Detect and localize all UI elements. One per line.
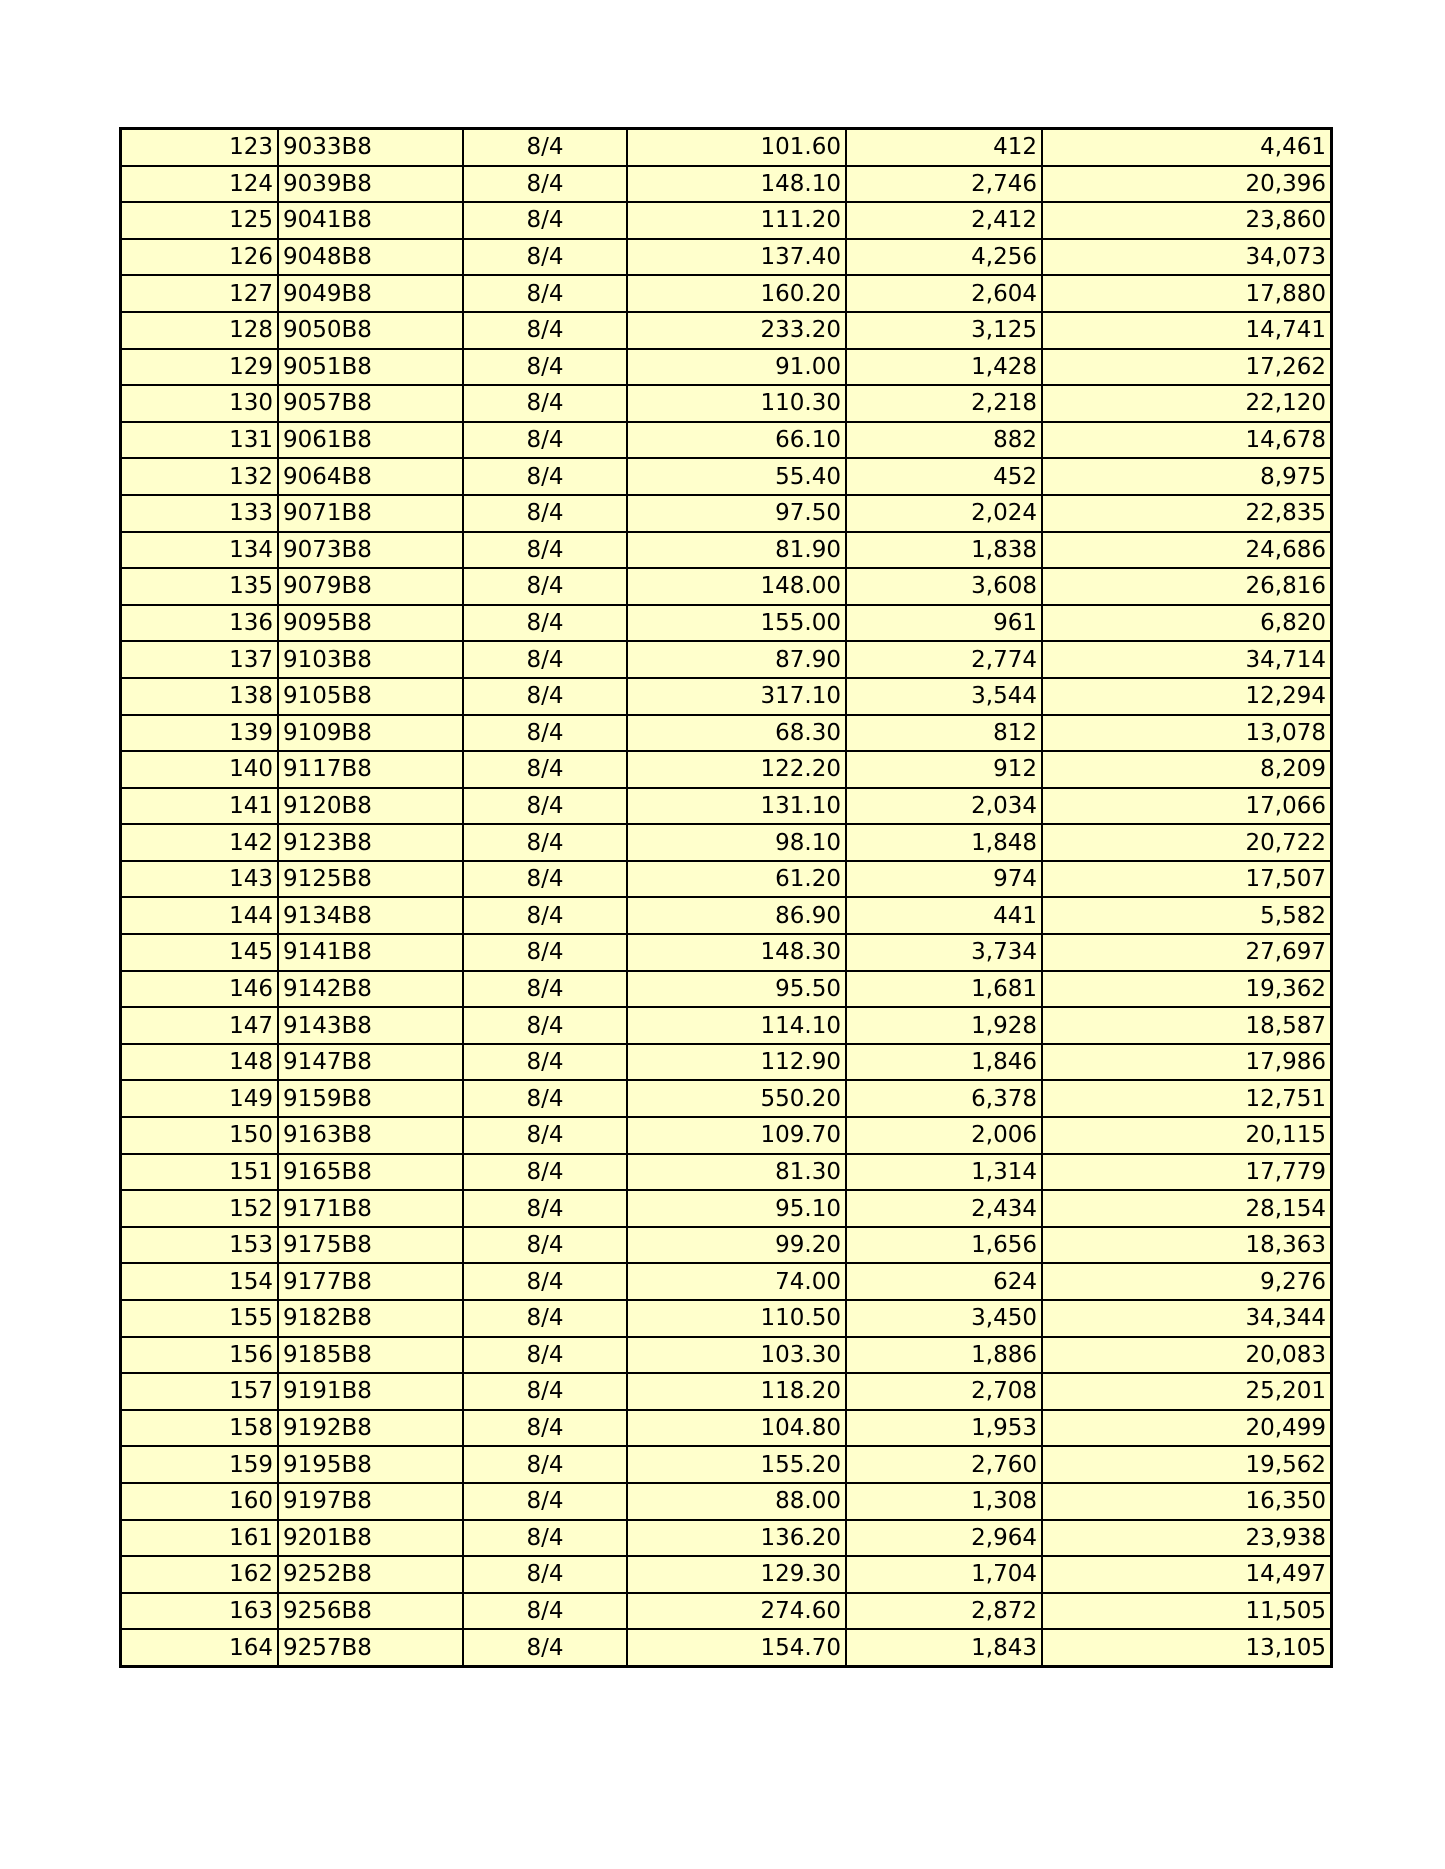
table-row [121,934,1332,971]
table-row [121,385,1332,422]
item-code-cell: 9041B8 [278,202,463,239]
table-row [121,1483,1332,1520]
row-number-cell: 129 [121,349,279,386]
value-b-cell: 1,848 [846,824,1042,861]
row-number-cell: 141 [121,788,279,825]
value-a-cell: 118.20 [627,1373,846,1410]
table-row [121,1337,1332,1374]
value-b-cell: 3,608 [846,568,1042,605]
value-b-cell: 1,838 [846,532,1042,569]
table-row [121,641,1332,678]
value-c-cell: 13,078 [1042,715,1332,752]
item-code-cell: 9141B8 [278,934,463,971]
row-number-cell: 158 [121,1410,279,1447]
item-code-cell: 9095B8 [278,605,463,642]
item-code-cell: 9252B8 [278,1556,463,1593]
size-cell: 8/4 [463,1044,627,1081]
value-a-cell: 55.40 [627,458,846,495]
size-cell: 8/4 [463,1483,627,1520]
row-number-cell: 134 [121,532,279,569]
row-number-cell: 153 [121,1227,279,1264]
value-c-cell: 25,201 [1042,1373,1332,1410]
table-row [121,1520,1332,1557]
value-b-cell: 3,450 [846,1300,1042,1337]
value-a-cell: 87.90 [627,641,846,678]
item-code-cell: 9195B8 [278,1446,463,1483]
data-table [119,127,1333,1668]
value-a-cell: 98.10 [627,824,846,861]
size-cell: 8/4 [463,1373,627,1410]
value-b-cell: 2,872 [846,1593,1042,1630]
size-cell: 8/4 [463,1007,627,1044]
value-a-cell: 110.50 [627,1300,846,1337]
item-code-cell: 9182B8 [278,1300,463,1337]
value-c-cell: 6,820 [1042,605,1332,642]
size-cell: 8/4 [463,166,627,203]
value-a-cell: 111.20 [627,202,846,239]
row-number-cell: 160 [121,1483,279,1520]
value-a-cell: 95.10 [627,1190,846,1227]
row-number-cell: 127 [121,275,279,312]
table-row [121,1154,1332,1191]
value-c-cell: 20,115 [1042,1117,1332,1154]
table-row [121,1373,1332,1410]
size-cell: 8/4 [463,312,627,349]
item-code-cell: 9049B8 [278,275,463,312]
item-code-cell: 9177B8 [278,1263,463,1300]
value-c-cell: 5,582 [1042,897,1332,934]
table-row [121,1117,1332,1154]
value-c-cell: 19,362 [1042,971,1332,1008]
value-c-cell: 20,499 [1042,1410,1332,1447]
row-number-cell: 140 [121,751,279,788]
item-code-cell: 9192B8 [278,1410,463,1447]
table-row [121,166,1332,203]
size-cell: 8/4 [463,532,627,569]
value-a-cell: 81.30 [627,1154,846,1191]
row-number-cell: 152 [121,1190,279,1227]
value-a-cell: 103.30 [627,1337,846,1374]
size-cell: 8/4 [463,385,627,422]
row-number-cell: 142 [121,824,279,861]
table-row [121,532,1332,569]
row-number-cell: 128 [121,312,279,349]
value-a-cell: 131.10 [627,788,846,825]
value-a-cell: 155.00 [627,605,846,642]
row-number-cell: 126 [121,239,279,276]
value-a-cell: 317.10 [627,678,846,715]
value-c-cell: 34,714 [1042,641,1332,678]
table-row [121,349,1332,386]
value-c-cell: 17,507 [1042,861,1332,898]
size-cell: 8/4 [463,788,627,825]
value-b-cell: 2,964 [846,1520,1042,1557]
size-cell: 8/4 [463,1410,627,1447]
item-code-cell: 9123B8 [278,824,463,861]
value-b-cell: 6,378 [846,1080,1042,1117]
table-row [121,1190,1332,1227]
row-number-cell: 145 [121,934,279,971]
value-b-cell: 1,843 [846,1629,1042,1666]
value-b-cell: 882 [846,422,1042,459]
size-cell: 8/4 [463,1300,627,1337]
value-c-cell: 17,986 [1042,1044,1332,1081]
value-b-cell: 974 [846,861,1042,898]
item-code-cell: 9256B8 [278,1593,463,1630]
table-row [121,1629,1332,1666]
row-number-cell: 125 [121,202,279,239]
item-code-cell: 9117B8 [278,751,463,788]
item-code-cell: 9159B8 [278,1080,463,1117]
value-b-cell: 624 [846,1263,1042,1300]
value-b-cell: 1,928 [846,1007,1042,1044]
value-a-cell: 136.20 [627,1520,846,1557]
size-cell: 8/4 [463,1117,627,1154]
row-number-cell: 154 [121,1263,279,1300]
size-cell: 8/4 [463,897,627,934]
value-c-cell: 11,505 [1042,1593,1332,1630]
size-cell: 8/4 [463,1337,627,1374]
value-c-cell: 34,344 [1042,1300,1332,1337]
value-a-cell: 274.60 [627,1593,846,1630]
value-a-cell: 61.20 [627,861,846,898]
value-c-cell: 24,686 [1042,532,1332,569]
row-number-cell: 133 [121,495,279,532]
table-row [121,971,1332,1008]
value-a-cell: 148.00 [627,568,846,605]
value-b-cell: 2,218 [846,385,1042,422]
value-c-cell: 8,209 [1042,751,1332,788]
size-cell: 8/4 [463,934,627,971]
size-cell: 8/4 [463,1556,627,1593]
value-b-cell: 1,314 [846,1154,1042,1191]
value-b-cell: 2,774 [846,641,1042,678]
value-b-cell: 2,006 [846,1117,1042,1154]
table-row [121,751,1332,788]
value-a-cell: 91.00 [627,349,846,386]
table-row [121,1410,1332,1447]
value-c-cell: 14,741 [1042,312,1332,349]
table-row [121,1080,1332,1117]
table-row [121,312,1332,349]
value-a-cell: 88.00 [627,1483,846,1520]
item-code-cell: 9125B8 [278,861,463,898]
value-b-cell: 2,434 [846,1190,1042,1227]
value-b-cell: 2,604 [846,275,1042,312]
value-b-cell: 2,412 [846,202,1042,239]
value-c-cell: 22,835 [1042,495,1332,532]
size-cell: 8/4 [463,1190,627,1227]
table-row [121,1263,1332,1300]
value-c-cell: 20,396 [1042,166,1332,203]
size-cell: 8/4 [463,605,627,642]
value-b-cell: 3,125 [846,312,1042,349]
value-c-cell: 28,154 [1042,1190,1332,1227]
value-a-cell: 81.90 [627,532,846,569]
size-cell: 8/4 [463,715,627,752]
table-row [121,1044,1332,1081]
size-cell: 8/4 [463,641,627,678]
row-number-cell: 144 [121,897,279,934]
value-b-cell: 2,024 [846,495,1042,532]
value-c-cell: 17,066 [1042,788,1332,825]
value-a-cell: 114.10 [627,1007,846,1044]
row-number-cell: 151 [121,1154,279,1191]
table-row [121,788,1332,825]
value-c-cell: 9,276 [1042,1263,1332,1300]
item-code-cell: 9048B8 [278,239,463,276]
value-b-cell: 2,760 [846,1446,1042,1483]
value-b-cell: 1,428 [846,349,1042,386]
value-a-cell: 155.20 [627,1446,846,1483]
row-number-cell: 123 [121,129,279,166]
item-code-cell: 9109B8 [278,715,463,752]
value-c-cell: 22,120 [1042,385,1332,422]
row-number-cell: 136 [121,605,279,642]
row-number-cell: 143 [121,861,279,898]
item-code-cell: 9185B8 [278,1337,463,1374]
item-code-cell: 9171B8 [278,1190,463,1227]
table-row [121,605,1332,642]
table-row [121,824,1332,861]
item-code-cell: 9143B8 [278,1007,463,1044]
value-c-cell: 34,073 [1042,239,1332,276]
value-b-cell: 812 [846,715,1042,752]
table-row [121,458,1332,495]
value-c-cell: 13,105 [1042,1629,1332,1666]
row-number-cell: 131 [121,422,279,459]
item-code-cell: 9142B8 [278,971,463,1008]
table-row [121,1300,1332,1337]
row-number-cell: 159 [121,1446,279,1483]
value-b-cell: 3,544 [846,678,1042,715]
item-code-cell: 9201B8 [278,1520,463,1557]
item-code-cell: 9073B8 [278,532,463,569]
item-code-cell: 9165B8 [278,1154,463,1191]
table-row [121,1446,1332,1483]
item-code-cell: 9079B8 [278,568,463,605]
table-row [121,568,1332,605]
value-a-cell: 154.70 [627,1629,846,1666]
row-number-cell: 138 [121,678,279,715]
item-code-cell: 9061B8 [278,422,463,459]
value-b-cell: 2,708 [846,1373,1042,1410]
size-cell: 8/4 [463,824,627,861]
value-b-cell: 1,846 [846,1044,1042,1081]
value-a-cell: 97.50 [627,495,846,532]
row-number-cell: 157 [121,1373,279,1410]
value-c-cell: 12,751 [1042,1080,1332,1117]
size-cell: 8/4 [463,495,627,532]
value-b-cell: 961 [846,605,1042,642]
table-row [121,1007,1332,1044]
table-row [121,861,1332,898]
size-cell: 8/4 [463,678,627,715]
size-cell: 8/4 [463,1520,627,1557]
value-a-cell: 148.10 [627,166,846,203]
item-code-cell: 9191B8 [278,1373,463,1410]
size-cell: 8/4 [463,1154,627,1191]
row-number-cell: 149 [121,1080,279,1117]
row-number-cell: 132 [121,458,279,495]
table-row [121,239,1332,276]
item-code-cell: 9051B8 [278,349,463,386]
row-number-cell: 137 [121,641,279,678]
value-c-cell: 20,722 [1042,824,1332,861]
table-row [121,715,1332,752]
item-code-cell: 9064B8 [278,458,463,495]
size-cell: 8/4 [463,1629,627,1666]
row-number-cell: 135 [121,568,279,605]
value-a-cell: 99.20 [627,1227,846,1264]
row-number-cell: 147 [121,1007,279,1044]
value-c-cell: 23,938 [1042,1520,1332,1557]
value-c-cell: 26,816 [1042,568,1332,605]
row-number-cell: 146 [121,971,279,1008]
value-b-cell: 2,746 [846,166,1042,203]
value-b-cell: 412 [846,129,1042,166]
item-code-cell: 9175B8 [278,1227,463,1264]
table-body [121,129,1332,1667]
item-code-cell: 9105B8 [278,678,463,715]
value-b-cell: 1,886 [846,1337,1042,1374]
row-number-cell: 148 [121,1044,279,1081]
value-c-cell: 16,350 [1042,1483,1332,1520]
size-cell: 8/4 [463,971,627,1008]
size-cell: 8/4 [463,1227,627,1264]
size-cell: 8/4 [463,861,627,898]
value-a-cell: 68.30 [627,715,846,752]
value-a-cell: 86.90 [627,897,846,934]
size-cell: 8/4 [463,1080,627,1117]
value-c-cell: 17,262 [1042,349,1332,386]
table-row [121,1593,1332,1630]
table-row [121,129,1332,166]
value-c-cell: 4,461 [1042,129,1332,166]
table-row [121,495,1332,532]
value-b-cell: 1,308 [846,1483,1042,1520]
item-code-cell: 9134B8 [278,897,463,934]
size-cell: 8/4 [463,275,627,312]
table-row [121,1556,1332,1593]
row-number-cell: 124 [121,166,279,203]
value-a-cell: 137.40 [627,239,846,276]
item-code-cell: 9120B8 [278,788,463,825]
value-b-cell: 2,034 [846,788,1042,825]
value-b-cell: 3,734 [846,934,1042,971]
table-row [121,678,1332,715]
value-b-cell: 4,256 [846,239,1042,276]
value-c-cell: 23,860 [1042,202,1332,239]
value-a-cell: 66.10 [627,422,846,459]
value-c-cell: 17,779 [1042,1154,1332,1191]
row-number-cell: 155 [121,1300,279,1337]
table-row [121,202,1332,239]
value-a-cell: 109.70 [627,1117,846,1154]
value-c-cell: 18,363 [1042,1227,1332,1264]
row-number-cell: 162 [121,1556,279,1593]
value-c-cell: 14,497 [1042,1556,1332,1593]
size-cell: 8/4 [463,1263,627,1300]
size-cell: 8/4 [463,129,627,166]
value-b-cell: 912 [846,751,1042,788]
row-number-cell: 130 [121,385,279,422]
row-number-cell: 163 [121,1593,279,1630]
table-row [121,422,1332,459]
item-code-cell: 9163B8 [278,1117,463,1154]
item-code-cell: 9071B8 [278,495,463,532]
value-c-cell: 17,880 [1042,275,1332,312]
size-cell: 8/4 [463,1446,627,1483]
value-c-cell: 27,697 [1042,934,1332,971]
size-cell: 8/4 [463,239,627,276]
value-a-cell: 129.30 [627,1556,846,1593]
size-cell: 8/4 [463,1593,627,1630]
size-cell: 8/4 [463,751,627,788]
value-c-cell: 12,294 [1042,678,1332,715]
item-code-cell: 9257B8 [278,1629,463,1666]
size-cell: 8/4 [463,458,627,495]
value-a-cell: 110.30 [627,385,846,422]
row-number-cell: 156 [121,1337,279,1374]
value-a-cell: 148.30 [627,934,846,971]
value-c-cell: 18,587 [1042,1007,1332,1044]
value-a-cell: 95.50 [627,971,846,1008]
value-b-cell: 452 [846,458,1042,495]
size-cell: 8/4 [463,568,627,605]
value-a-cell: 160.20 [627,275,846,312]
value-b-cell: 1,656 [846,1227,1042,1264]
row-number-cell: 164 [121,1629,279,1666]
value-a-cell: 104.80 [627,1410,846,1447]
size-cell: 8/4 [463,349,627,386]
row-number-cell: 139 [121,715,279,752]
item-code-cell: 9103B8 [278,641,463,678]
value-c-cell: 14,678 [1042,422,1332,459]
value-b-cell: 1,681 [846,971,1042,1008]
value-a-cell: 550.20 [627,1080,846,1117]
size-cell: 8/4 [463,422,627,459]
table-row [121,1227,1332,1264]
size-cell: 8/4 [463,202,627,239]
row-number-cell: 150 [121,1117,279,1154]
value-a-cell: 74.00 [627,1263,846,1300]
table-row [121,275,1332,312]
value-c-cell: 19,562 [1042,1446,1332,1483]
value-c-cell: 8,975 [1042,458,1332,495]
value-a-cell: 233.20 [627,312,846,349]
item-code-cell: 9147B8 [278,1044,463,1081]
value-c-cell: 20,083 [1042,1337,1332,1374]
value-b-cell: 1,704 [846,1556,1042,1593]
item-code-cell: 9039B8 [278,166,463,203]
value-a-cell: 101.60 [627,129,846,166]
item-code-cell: 9057B8 [278,385,463,422]
table-row [121,897,1332,934]
value-a-cell: 122.20 [627,751,846,788]
value-b-cell: 441 [846,897,1042,934]
value-a-cell: 112.90 [627,1044,846,1081]
value-b-cell: 1,953 [846,1410,1042,1447]
item-code-cell: 9050B8 [278,312,463,349]
item-code-cell: 9033B8 [278,129,463,166]
item-code-cell: 9197B8 [278,1483,463,1520]
row-number-cell: 161 [121,1520,279,1557]
